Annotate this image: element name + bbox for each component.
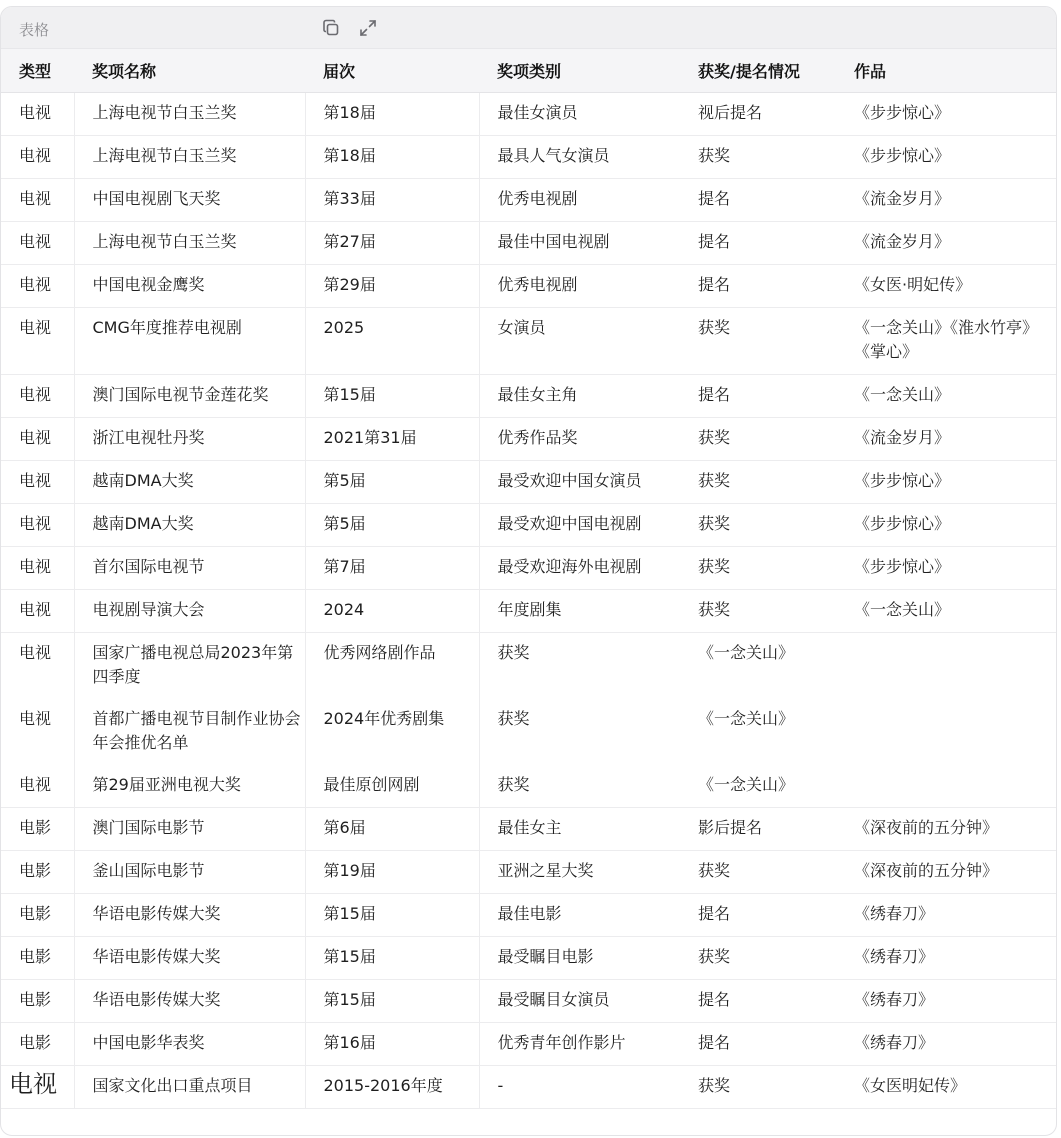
table-cell: 电视	[1, 590, 74, 633]
table-cell: 获奖	[680, 851, 836, 894]
table-cell: 中国电视剧飞天奖	[74, 179, 305, 222]
awards-table	[1, 49, 1056, 1109]
table-cell: 优秀作品奖	[479, 418, 680, 461]
table-cell: 电视	[1, 93, 74, 136]
table-cell: 电视剧导演大会	[74, 590, 305, 633]
table-cell: 年度剧集	[479, 590, 680, 633]
table-cell: 第15届	[305, 894, 479, 937]
column-header: 类型	[1, 49, 74, 93]
table-cell: 电视	[1, 418, 74, 461]
table-cell: 获奖	[680, 937, 836, 980]
table-cell: 优秀青年创作影片	[479, 1023, 680, 1066]
table-cell: 获奖	[680, 136, 836, 179]
table-cell: 《绣春刀》	[836, 980, 1056, 1023]
table-cell: 获奖	[680, 418, 836, 461]
table-cell: 越南DMA大奖	[74, 504, 305, 547]
table-cell: 提名	[680, 375, 836, 418]
table-cell: 最佳女主角	[479, 375, 680, 418]
table-row	[1, 1023, 1056, 1066]
table-cell: 第29届	[305, 265, 479, 308]
table-cell: 获奖	[680, 461, 836, 504]
table-cell: 获奖	[680, 504, 836, 547]
table-row	[1, 633, 1056, 700]
table-cell: 最受瞩目女演员	[479, 980, 680, 1023]
table-cell: 《流金岁月》	[836, 418, 1056, 461]
table-cell: 电视	[1, 308, 74, 375]
table-cell: 电影	[1, 1023, 74, 1066]
table-cell: 《绣春刀》	[836, 894, 1056, 937]
table-cell: 电影	[1, 808, 74, 851]
table-cell: 电视	[1, 375, 74, 418]
table-row	[1, 265, 1056, 308]
table-cell: 《深夜前的五分钟》	[836, 808, 1056, 851]
table-cell: 《流金岁月》	[836, 179, 1056, 222]
table-cell: 第18届	[305, 93, 479, 136]
table-card	[0, 6, 1057, 1136]
table-cell: 电视	[1, 547, 74, 590]
table-cell: 电视	[1, 504, 74, 547]
table-row	[1, 1066, 1056, 1109]
table-cell: 第5届	[305, 504, 479, 547]
table-row	[1, 980, 1056, 1023]
table-cell: 提名	[680, 894, 836, 937]
table-cell	[836, 765, 1056, 808]
table-cell: 《女医·明妃传》	[836, 265, 1056, 308]
table-cell: 最受欢迎中国女演员	[479, 461, 680, 504]
table-cell: 《绣春刀》	[836, 1023, 1056, 1066]
table-header-row	[1, 49, 1056, 93]
table-cell: 获奖	[680, 547, 836, 590]
table-cell: 国家广播电视总局2023年第四季度	[74, 633, 305, 700]
table-cell: 电影	[1, 894, 74, 937]
table-cell: -	[479, 1066, 680, 1109]
table-cell: 《女医明妃传》	[836, 1066, 1056, 1109]
column-header: 获奖/提名情况	[680, 49, 836, 93]
table-cell: 获奖	[497, 643, 530, 662]
table-cell: 电视	[1, 633, 74, 700]
table-row	[1, 136, 1056, 179]
table-row	[1, 308, 1056, 375]
table-cell: 华语电影传媒大奖	[74, 937, 305, 980]
table-cell: 《一念关山》	[698, 709, 795, 728]
table-cell: 最佳中国电视剧	[479, 222, 680, 265]
table-cell: 最受欢迎海外电视剧	[479, 547, 680, 590]
table-cell	[836, 633, 1056, 700]
table-cell: 华语电影传媒大奖	[74, 980, 305, 1023]
table-cell: 电影	[1, 937, 74, 980]
table-cell: 优秀电视剧	[479, 265, 680, 308]
table-row	[1, 375, 1056, 418]
table-cell: 上海电视节白玉兰奖	[74, 136, 305, 179]
table-cell: 第5届	[305, 461, 479, 504]
table-row	[1, 894, 1056, 937]
table-cell: 提名	[680, 1023, 836, 1066]
table-row	[1, 418, 1056, 461]
column-header: 作品	[836, 49, 1056, 93]
table-cell: 优秀电视剧	[479, 179, 680, 222]
table-row	[1, 504, 1056, 547]
table-cell: 电视	[1, 699, 74, 765]
table-cell: 上海电视节白玉兰奖	[74, 222, 305, 265]
table-cell: 中国电影华表奖	[74, 1023, 305, 1066]
table-cell: 电视	[1, 179, 74, 222]
table-cell: 《步步惊心》	[836, 461, 1056, 504]
table-cell: 2021第31届	[305, 418, 479, 461]
table-cell: 首都广播电视节目制作业协会年会推优名单	[74, 699, 305, 765]
table-row	[1, 93, 1056, 136]
table-cell: 2015-2016年度	[305, 1066, 479, 1109]
table-cell: 电影	[1, 851, 74, 894]
table-cell: 2025	[305, 308, 479, 375]
table-cell: 第6届	[305, 808, 479, 851]
table-cell: 电视	[1, 265, 74, 308]
table-cell: 中国电视金鹰奖	[74, 265, 305, 308]
table-title: 表格	[19, 21, 50, 39]
table-row	[1, 461, 1056, 504]
table-cell: 釜山国际电影节	[74, 851, 305, 894]
table-cell: 《一念关山》	[680, 765, 836, 808]
table-row	[1, 699, 1056, 765]
table-cell: 最受瞩目电影	[479, 937, 680, 980]
column-header: 奖项名称	[74, 49, 305, 93]
table-row	[1, 851, 1056, 894]
table-cell: 获奖	[497, 709, 530, 728]
table-cell: 最受欢迎中国电视剧	[479, 504, 680, 547]
table-cell: 首尔国际电视节	[74, 547, 305, 590]
table-row	[1, 765, 1056, 808]
table-cell: 第27届	[305, 222, 479, 265]
table-cell: 第7届	[305, 547, 479, 590]
table-cell: CMG年度推荐电视剧	[74, 308, 305, 375]
table-cell: 第16届	[305, 1023, 479, 1066]
table-cell: 《流金岁月》	[836, 222, 1056, 265]
table-cell: 《一念关山》	[836, 375, 1056, 418]
table-cell: 电视	[1, 1066, 74, 1109]
table-cell: 提名	[680, 222, 836, 265]
table-cell: 女演员	[479, 308, 680, 375]
table-cell: 电视	[1, 222, 74, 265]
table-cell: 《步步惊心》	[836, 93, 1056, 136]
table-cell: 第33届	[305, 179, 479, 222]
copy-icon[interactable]	[320, 17, 342, 39]
table-row	[1, 179, 1056, 222]
table-cell: 第15届	[305, 980, 479, 1023]
table-cell: 《一念关山》	[836, 590, 1056, 633]
table-cell: 获奖	[680, 1066, 836, 1109]
table-cell: 最佳女主	[479, 808, 680, 851]
table-cell: 越南DMA大奖	[74, 461, 305, 504]
table-cell: 提名	[680, 179, 836, 222]
table-cell: 华语电影传媒大奖	[74, 894, 305, 937]
table-cell: 国家文化出口重点项目	[74, 1066, 305, 1109]
table-cell: 电视	[1, 136, 74, 179]
table-cell: 视后提名	[680, 93, 836, 136]
table-cell: 提名	[680, 265, 836, 308]
table-cell: 澳门国际电视节金莲花奖	[74, 375, 305, 418]
table-cell: 澳门国际电影节	[74, 808, 305, 851]
table-cell: 第18届	[305, 136, 479, 179]
table-row	[1, 222, 1056, 265]
table-cell: 优秀网络剧作品	[305, 633, 479, 700]
table-cell: 上海电视节白玉兰奖	[74, 93, 305, 136]
table-cell: 亚洲之星大奖	[479, 851, 680, 894]
table-cell: 最佳女演员	[479, 93, 680, 136]
table-cell	[836, 699, 1056, 765]
table-cell: 获奖	[680, 308, 836, 375]
table-cell: 《步步惊心》	[836, 547, 1056, 590]
table-cell: 最具人气女演员	[479, 136, 680, 179]
expand-icon[interactable]	[357, 17, 379, 39]
table-cell: 《步步惊心》	[836, 504, 1056, 547]
table-cell: 浙江电视牡丹奖	[74, 418, 305, 461]
table-row	[1, 590, 1056, 633]
table-toolbar	[1, 7, 1056, 49]
table-cell: 第29届亚洲电视大奖	[74, 765, 305, 808]
table-cell: 电视	[1, 461, 74, 504]
table-cell: 《步步惊心》	[836, 136, 1056, 179]
table-cell: 《一念关山》《淮水竹亭》《掌心》	[836, 308, 1056, 375]
table-row	[1, 937, 1056, 980]
table-row	[1, 547, 1056, 590]
table-cell: 电视	[1, 765, 74, 808]
table-cell: 《一念关山》	[698, 643, 795, 662]
table-cell: 提名	[680, 980, 836, 1023]
table-cell: 最佳原创网剧	[305, 765, 479, 808]
table-cell: 第15届	[305, 937, 479, 980]
table-cell: 获奖	[680, 590, 836, 633]
column-header: 奖项类别	[479, 49, 680, 93]
column-header: 届次	[305, 49, 479, 93]
table-cell: 第15届	[305, 375, 479, 418]
table-cell: 2024年优秀剧集	[305, 699, 479, 765]
table-cell: 获奖	[479, 765, 680, 808]
table-cell: 《绣春刀》	[836, 937, 1056, 980]
table-cell: 第19届	[305, 851, 479, 894]
table-row	[1, 808, 1056, 851]
table-cell: 《深夜前的五分钟》	[836, 851, 1056, 894]
table-cell: 影后提名	[680, 808, 836, 851]
table-cell: 2024	[305, 590, 479, 633]
table-cell: 电影	[1, 980, 74, 1023]
table-cell: 最佳电影	[479, 894, 680, 937]
